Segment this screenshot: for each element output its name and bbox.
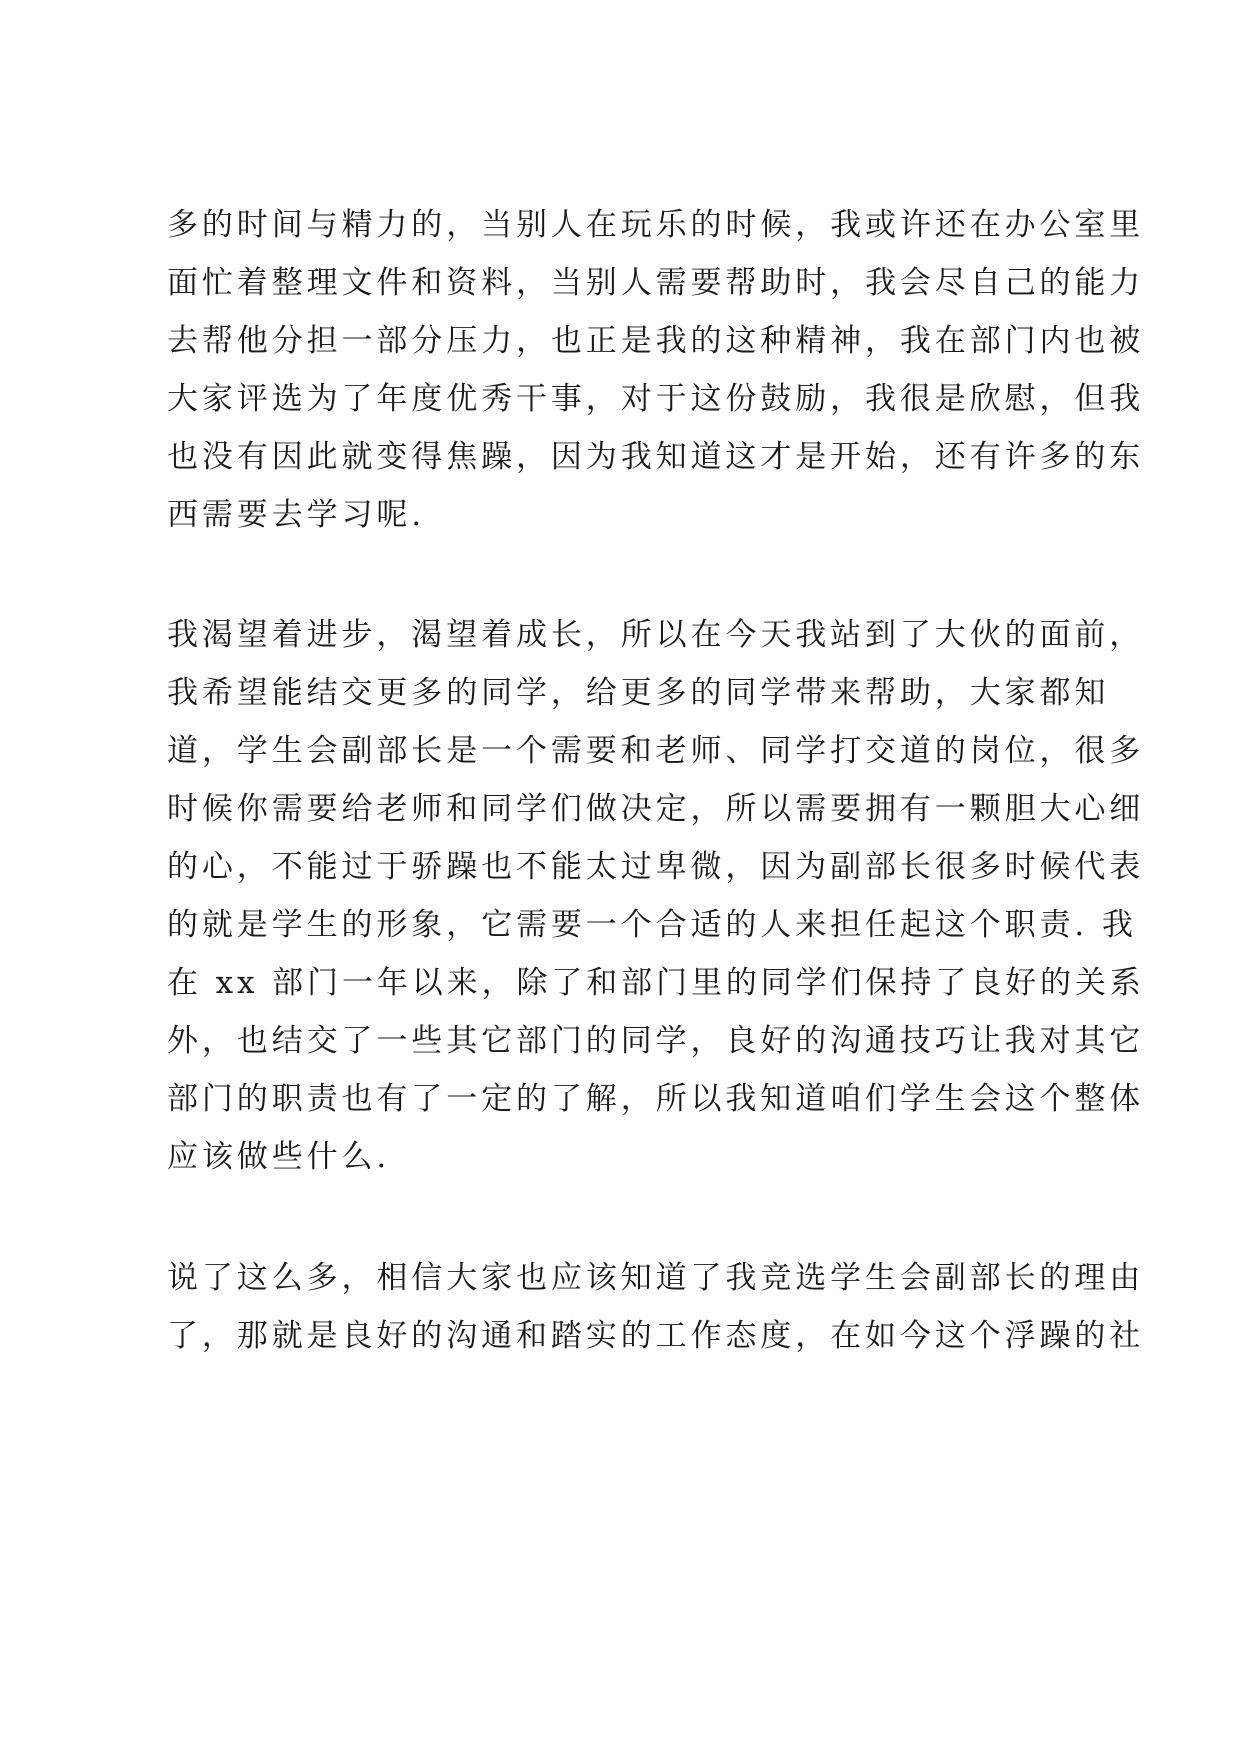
text-line: 时候你需要给老师和同学们做决定，所以需要拥有一颗胆大心细	[167, 791, 1145, 827]
text-line: 说了这么多，相信大家也应该知道了我竞选学生会副部长的理由	[167, 1260, 1145, 1296]
text-line: 的就是学生的形象，它需要一个合适的人来担任起这个职责. 我	[167, 907, 1137, 943]
text-line: 道，学生会副部长是一个需要和老师、同学打交道的岗位，很多	[167, 733, 1145, 769]
text-line: 了，那就是良好的沟通和踏实的工作态度，在如今这个浮躁的社	[167, 1318, 1145, 1354]
text-line: 应该做些什么.	[167, 1139, 391, 1175]
text-line: 我希望能结交更多的同学，给更多的同学带来帮助，大家都知	[167, 675, 1110, 711]
text-line: 也没有因此就变得焦躁，因为我知道这才是开始，还有许多的东	[167, 439, 1145, 475]
text-line: 在 xx 部门一年以来，除了和部门里的同学们保持了良好的关系	[167, 965, 1145, 1001]
text-line: 面忙着整理文件和资料，当别人需要帮助时，我会尽自己的能力	[167, 265, 1145, 301]
text-line: 大家评选为了年度优秀干事，对于这份鼓励，我很是欣慰，但我	[167, 381, 1145, 417]
text-line: 我渴望着进步，渴望着成长，所以在今天我站到了大伙的面前，	[167, 617, 1145, 653]
text-line: 部门的职责也有了一定的了解，所以我知道咱们学生会这个整体	[167, 1081, 1145, 1117]
text-line: 外，也结交了一些其它部门的同学，良好的沟通技巧让我对其它	[167, 1023, 1145, 1059]
text-line: 多的时间与精力的，当别人在玩乐的时候，我或许还在办公室里	[167, 207, 1145, 243]
text-line: 去帮他分担一部分压力，也正是我的这种精神，我在部门内也被	[167, 323, 1145, 359]
text-line: 西需要去学习呢.	[167, 497, 426, 533]
text-line: 的心，不能过于骄躁也不能太过卑微，因为副部长很多时候代表	[167, 849, 1145, 885]
